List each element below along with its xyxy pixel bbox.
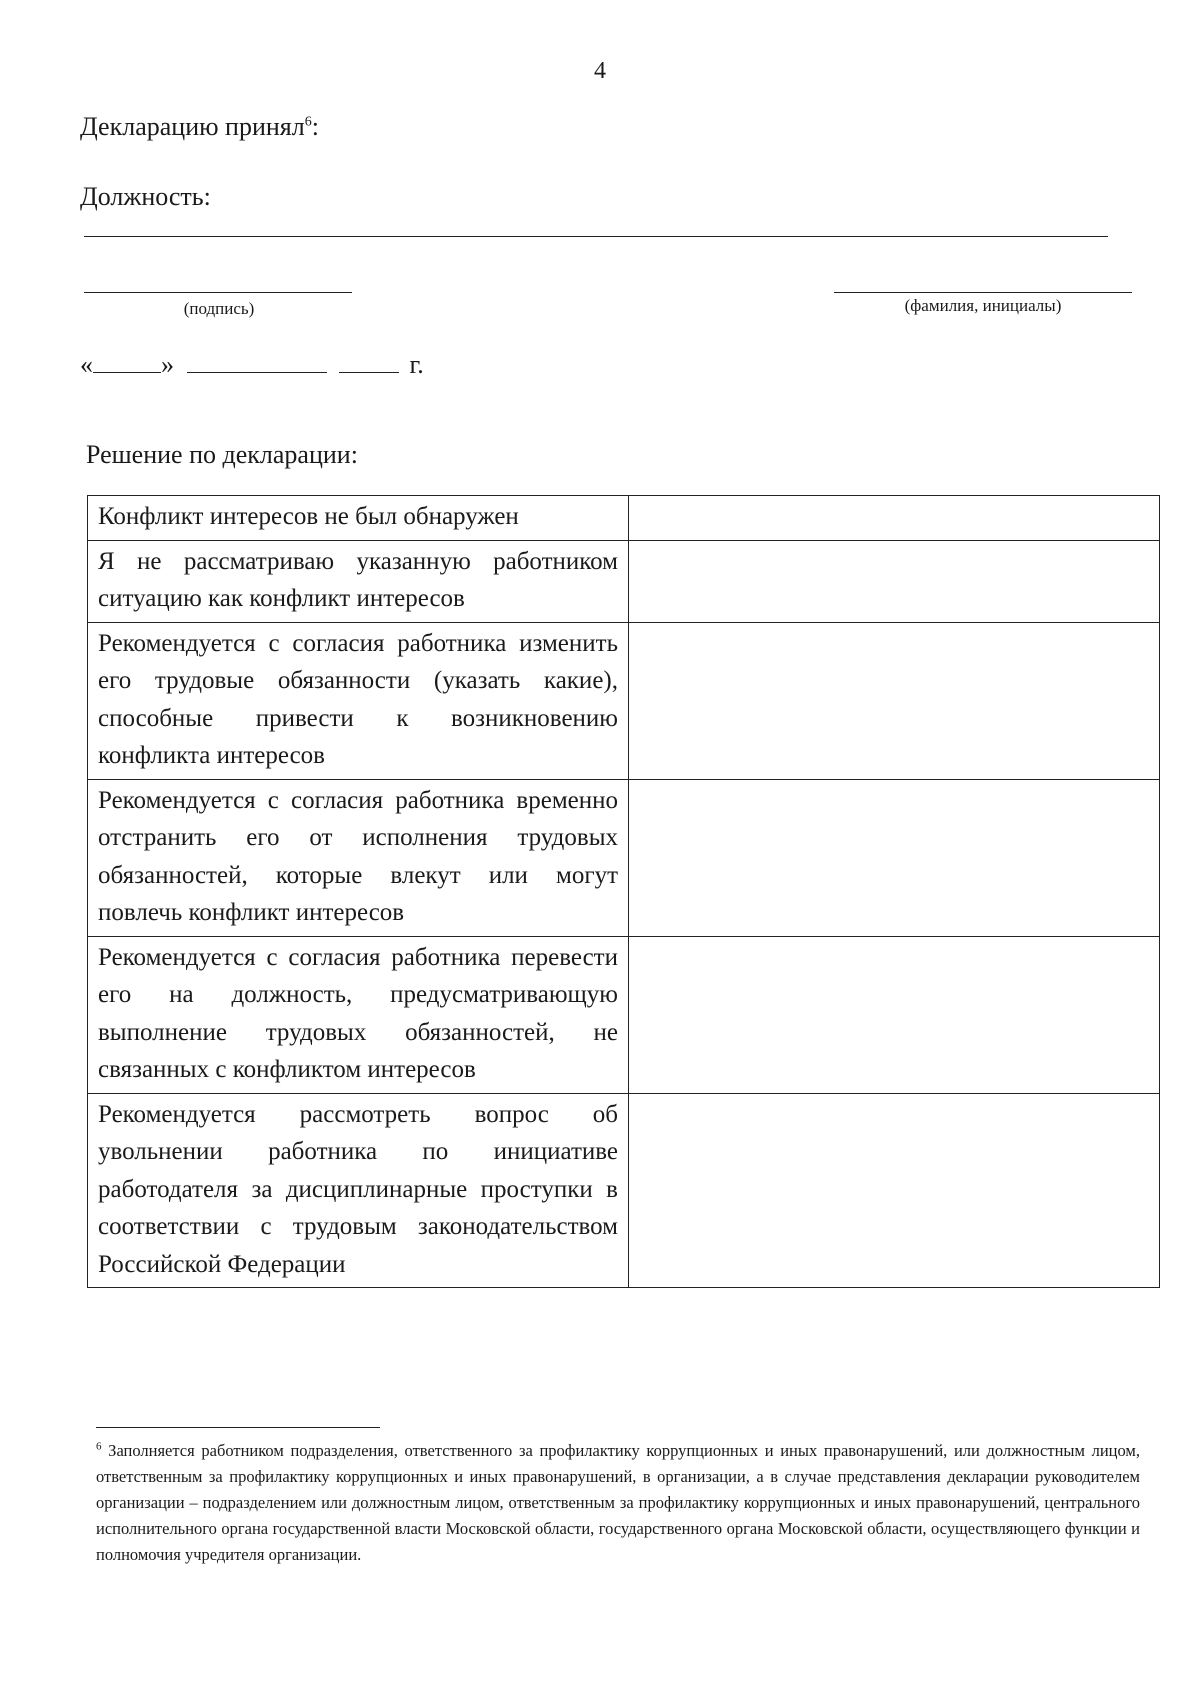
decision-option-text: Рекомендуется с согласия работника перевести его на должность, предусматривающую выполнение трудовых обязанностей, не связанных с конфликтом интересов xyxy=(88,936,629,1093)
footnote-text: Заполняется работником подразделения, ответственного за профилактику коррупционных и иных правонарушений, или должностным лицом, ответственным за профилактику коррупционных и иных правонарушений, в организации, а в случае представления декларации руководителем организации – подразделением или должностным лицом, ответственным за профилактику коррупционных и иных правонарушений, центрального исполнительного органа государственной власти Московской области, государственного органа Московской области, осуществляющего функции и полномочия учредителя организации. xyxy=(96,1441,1141,1564)
footnote-separator xyxy=(96,1427,380,1428)
decision-row xyxy=(88,1093,1160,1288)
year-blank[interactable] xyxy=(339,350,399,373)
decision-row xyxy=(88,540,1160,622)
month-blank[interactable] xyxy=(187,350,327,373)
footnote-ref: 6 xyxy=(304,114,312,130)
decision-mark-cell[interactable] xyxy=(629,540,1160,622)
signature-line[interactable] xyxy=(84,292,352,293)
decision-option-text: Рекомендуется с согласия работника временно отстранить его от исполнения трудовых обязанностей, которые влекут или могут повлечь конфликт интересов xyxy=(88,779,629,936)
decision-mark-cell[interactable] xyxy=(629,622,1160,779)
decision-mark-cell[interactable] xyxy=(629,496,1160,541)
page-number: 4 xyxy=(594,58,606,84)
decision-title: Решение по декларации: xyxy=(86,440,358,469)
decision-option-text: Конфликт интересов не был обнаружен xyxy=(88,496,629,541)
decision-option-text: Рекомендуется с согласия работника изменить его трудовые обязанности (указать какие), способные привести к возникновению конфликта интересов xyxy=(88,622,629,779)
position-line[interactable] xyxy=(84,236,1108,237)
date-open-quote: « xyxy=(80,350,93,379)
decision-row xyxy=(88,779,1160,936)
name-line[interactable] xyxy=(834,292,1132,293)
accepted-by-text: Декларацию принял xyxy=(80,112,305,141)
position-label: Должность: xyxy=(80,182,211,211)
signature-caption: (подпись) xyxy=(183,299,255,318)
accepted-by-label xyxy=(80,112,319,142)
decision-option-text: Рекомендуется рассмотреть вопрос об увольнении работника по инициативе работодателя за дисциплинарные проступки в соответствии с трудовым законодательством Российской Федерации xyxy=(88,1093,629,1288)
date-close-quote: » xyxy=(161,350,174,379)
decision-row xyxy=(88,496,1160,541)
decision-mark-cell[interactable] xyxy=(629,1093,1160,1288)
date-row xyxy=(80,350,424,380)
decision-mark-cell[interactable] xyxy=(629,936,1160,1093)
decision-mark-cell[interactable] xyxy=(629,779,1160,936)
decision-option-text: Я не рассматриваю указанную работником ситуацию как конфликт интересов xyxy=(88,540,629,622)
decision-table xyxy=(87,495,1160,1288)
footnote-marker: 6 xyxy=(96,1440,102,1453)
day-blank[interactable] xyxy=(93,350,161,373)
name-caption: (фамилия, инициалы) xyxy=(904,296,1062,315)
accepted-by-colon: : xyxy=(311,112,319,141)
decision-row xyxy=(88,622,1160,779)
decision-row xyxy=(88,936,1160,1093)
year-suffix: г. xyxy=(409,350,424,379)
footnote xyxy=(96,1438,1140,1568)
